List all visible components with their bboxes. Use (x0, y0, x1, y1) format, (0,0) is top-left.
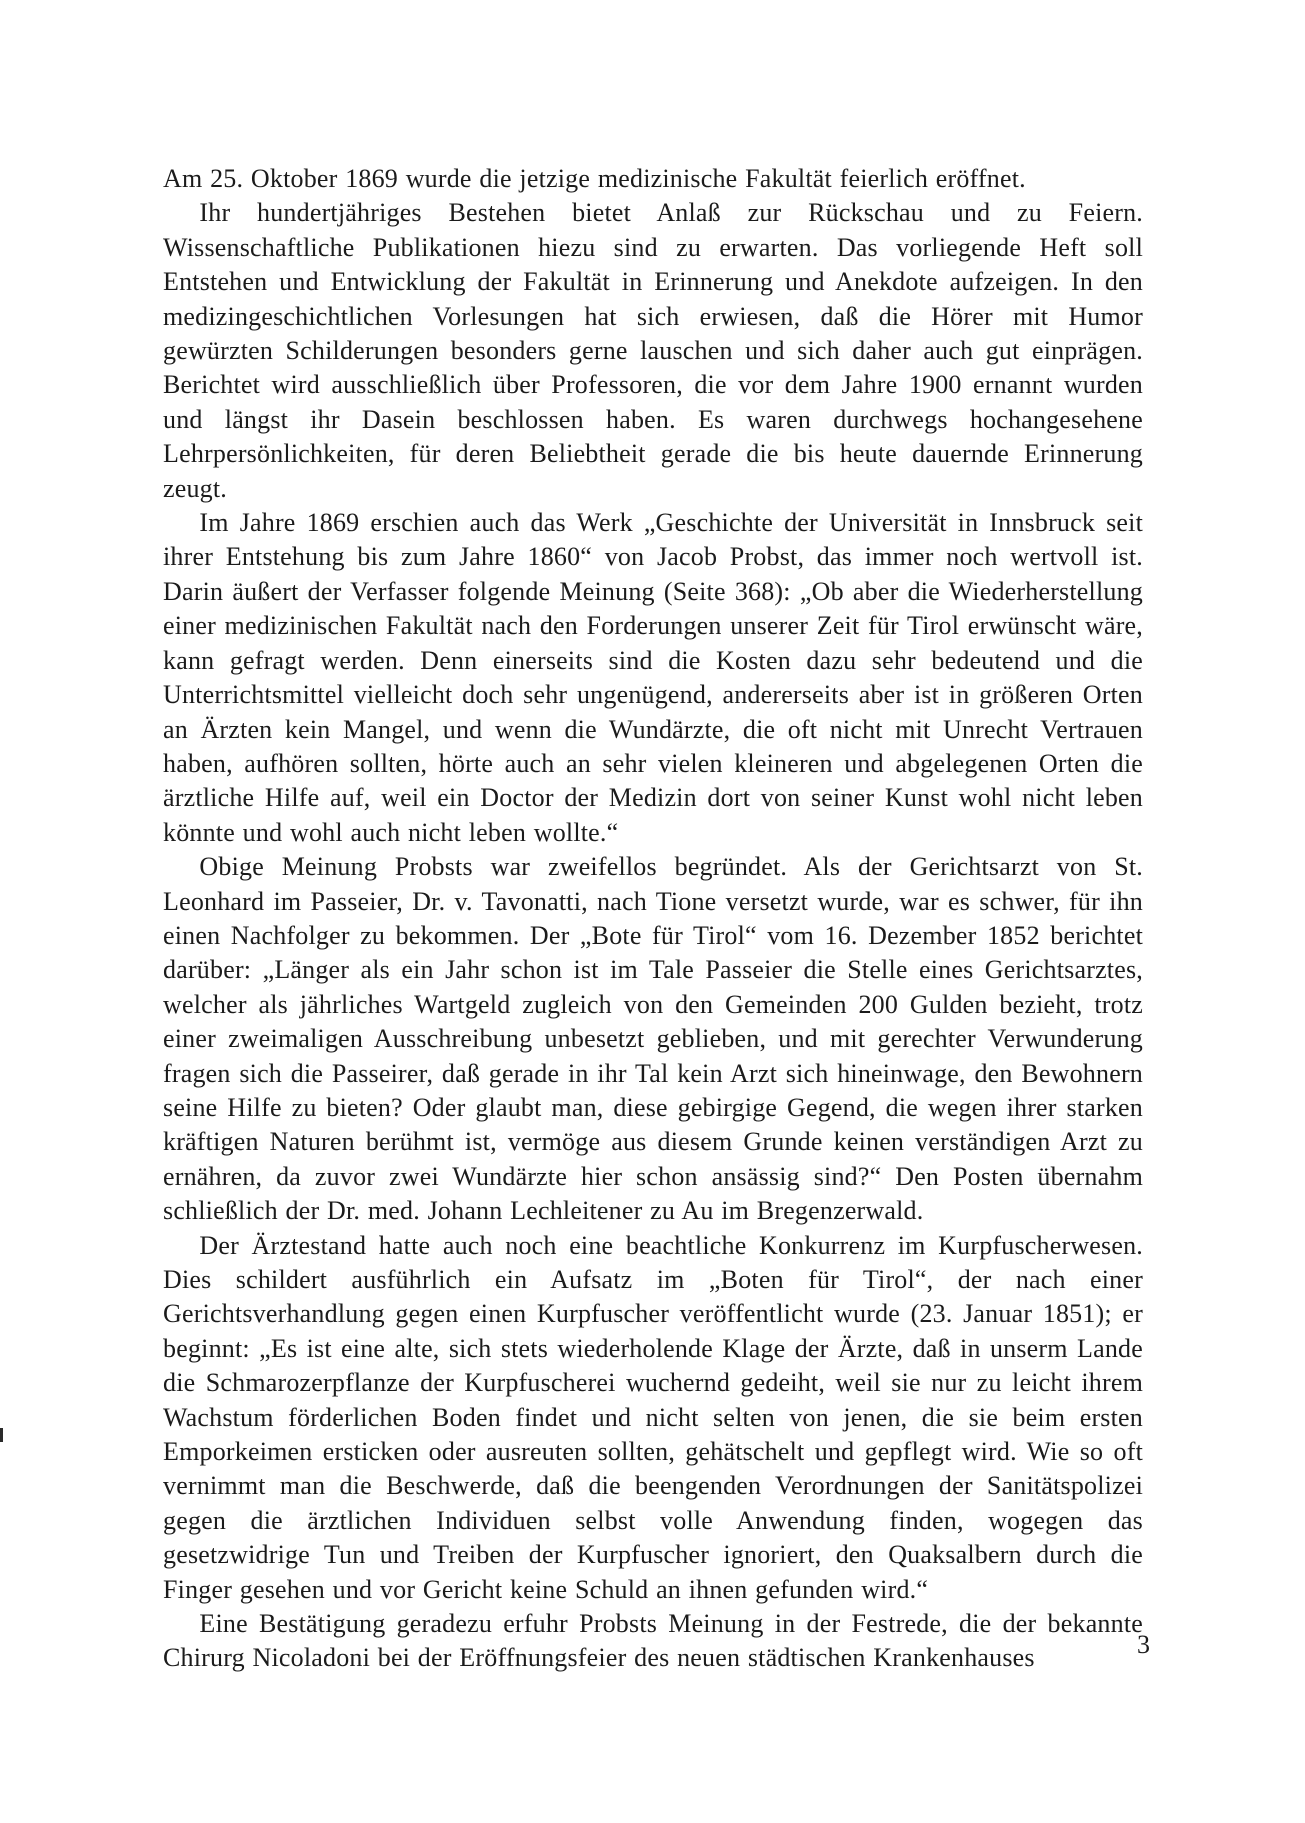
paragraph-passeier: Obige Meinung Probsts war zweifellos begründet. Als der Gerichtsarzt von St. Leonhard im Passeier, Dr. v. Tavonatti, nach Tione versetzt wurde, war es schwer, für ihn einen Nachfolger zu bekommen. Der „Bote für Tirol“ vom 16. Dezember 1852 berichtet darüber: „Länger als ein Jahr schon ist im Tale Passeier die Stelle eines Gerichtsarztes, welcher als jährliches Wartgeld zugleich von den Gemeinden 200 Gulden bezieht, trotz einer zweimaligen Ausschreibung unbesetzt geblieben, und mit gerechter Verwunderung fragen sich die Passeirer, daß gerade in ihr Tal kein Arzt sich hineinwage, den Bewohnern seine Hilfe zu bieten? Oder glaubt man, diese gebirgige Gegend, die wegen ihrer starken kräftigen Naturen berühmt ist, vermöge aus diesem Grunde keinen verständigen Arzt zu ernähren, da zuvor zwei Wundärzte hier schon ansässig sind?“ Den Posten übernahm schließlich der Dr. med. Johann Lechleitener zu Au im Bregenzerwald. (163, 852, 1143, 1226)
scan-edge-mark (0, 1428, 3, 1442)
paragraph-nicoladoni: Eine Bestätigung geradezu erfuhr Probsts Meinung in der Festrede, die der bekannte Chirurg Nicoladoni bei der Eröffnungsfeier des neuen städtischen Krankenhauses (163, 1609, 1143, 1673)
paragraph-opening: Am 25. Oktober 1869 wurde die jetzige medizinische Fakultät feierlich eröffnet. (163, 164, 1026, 193)
body-text (163, 162, 1143, 1676)
paragraph-centenary: Ihr hundertjähriges Bestehen bietet Anlaß zur Rückschau und zu Feiern. Wissenschaftliche Publikationen hiezu sind zu erwarten. Das vorliegende Heft soll Entstehen und Entwicklung der Fakultät in Erinnerung und Anekdote aufzeigen. In den medizingeschichtlichen Vorlesungen hat sich erwiesen, daß die Hörer mit Humor gewürzten Schilderungen besonders gerne lauschen und sich daher auch gut einprägen. Berichtet wird ausschließlich über Professoren, die vor dem Jahre 1900 ernannt wurden und längst ihr Dasein beschlossen haben. Es waren durchwegs hochangesehene Lehrpersönlichkeiten, für deren Beliebtheit gerade die bis heute dauernde Erinnerung zeugt. (163, 198, 1143, 503)
paragraph-probst-history: Im Jahre 1869 erschien auch das Werk „Geschichte der Universität in Innsbruck seit ihrer Entstehung bis zum Jahre 1860“ von Jacob Probst, das immer noch wertvoll ist. Darin äußert der Verfasser folgende Meinung (Seite 368): „Ob aber die Wiederherstellung einer medizinischen Fakultät nach den Forderungen unserer Zeit für Tirol erwünscht wäre, kann gefragt werden. Denn einerseits sind die Kosten dazu sehr bedeutend und die Unterrichtsmittel vielleicht doch sehr ungenügend, andererseits aber ist in größeren Orten an Ärzten kein Mangel, und wenn die Wundärzte, die oft nicht mit Unrecht Vertrauen haben, aufhören sollten, hörte auch an sehr vielen kleineren und abgelegenen Orten die ärztliche Hilfe auf, weil ein Doctor der Medizin dort von seiner Kunst wohl nicht leben könnte und wohl auch nicht leben wollte.“ (163, 508, 1143, 847)
paragraph-kurpfuscher: Der Ärztestand hatte auch noch eine beachtliche Konkurrenz im Kurpfuscherwesen. Dies schildert ausführlich ein Aufsatz im „Boten für Tirol“, der nach einer Gerichtsverhandlung gegen einen Kurpfuscher veröffentlicht wurde (23. Januar 1851); er beginnt: „Es ist eine alte, sich stets wiederholende Klage der Ärzte, daß in unserm Lande die Schmarozerpflanze der Kurpfuscherei wuchernd gedeiht, weil sie nur zu leicht ihrem Wachstum förderlichen Boden findet und nicht selten von jenen, die sie beim ersten Emporkeimen ersticken oder ausreuten sollten, gehätschelt und gepflegt wird. Wie so oft vernimmt man die Beschwerde, daß die beengenden Verordnungen der Sanitätspolizei gegen die ärztlichen Individuen selbst volle Anwendung finden, wogegen das gesetzwidrige Tun und Treiben der Kurpfuscher ignoriert, den Quaksalbern durch die Finger gesehen und vor Gericht keine Schuld an ihnen gefunden wird.“ (163, 1230, 1143, 1604)
page-number: 3 (1137, 1630, 1150, 1659)
